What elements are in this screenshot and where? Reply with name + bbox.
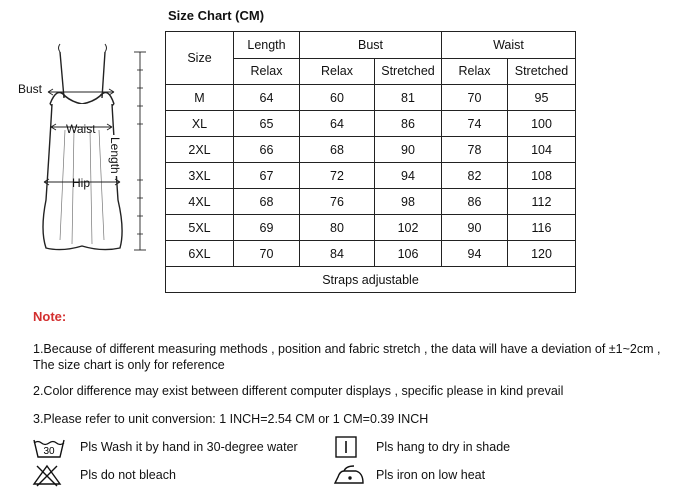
waist-label: Waist (66, 122, 96, 136)
table-footer-row (166, 267, 576, 293)
bust-relax-cell: 76 (300, 189, 375, 215)
waist-stretched-cell: 108 (508, 163, 576, 189)
length-relax-cell: 65 (234, 111, 300, 137)
bust-header: Bust (300, 32, 442, 59)
waist-relax-cell: 74 (442, 111, 508, 137)
bust-relax-cell: 64 (300, 111, 375, 137)
waist-relax-cell: 78 (442, 137, 508, 163)
note-1 (33, 341, 660, 373)
bust-relax-cell: 72 (300, 163, 375, 189)
bust-stretched-cell: 102 (375, 215, 442, 241)
care-iron-text: Pls iron on low heat (376, 468, 486, 482)
table-row (166, 111, 576, 137)
bust-label: Bust (18, 82, 43, 96)
waist-stretched-cell: 112 (508, 189, 576, 215)
size-cell: 2XL (166, 137, 234, 163)
bust-stretched-cell: 106 (375, 241, 442, 267)
size-rows (166, 85, 576, 267)
chemise-illustration (10, 30, 165, 270)
length-relax-cell: 69 (234, 215, 300, 241)
bust-stretched-cell: 90 (375, 137, 442, 163)
table-row (166, 189, 576, 215)
waist-stretched-cell: 95 (508, 85, 576, 111)
bust-stretched-cell: 86 (375, 111, 442, 137)
waist-header: Waist (442, 32, 576, 59)
table-row (166, 85, 576, 111)
table-header-row (166, 32, 576, 59)
waist-stretched-header: Stretched (508, 58, 576, 85)
bust-stretched-cell: 98 (375, 189, 442, 215)
note-1-line-1: 1.Because of different measuring methods , position and fabric stretch , the data will have a deviation of ±1~2cm , (33, 342, 661, 356)
straps-note: Straps adjustable (166, 267, 576, 293)
waist-stretched-cell: 100 (508, 111, 576, 137)
waist-relax-cell: 94 (442, 241, 508, 267)
bust-relax-cell: 84 (300, 241, 375, 267)
waist-relax-cell: 82 (442, 163, 508, 189)
waist-relax-cell: 70 (442, 85, 508, 111)
waist-relax-cell: 90 (442, 215, 508, 241)
drip-dry-icon (334, 435, 358, 459)
bust-relax-cell: 60 (300, 85, 375, 111)
length-relax-cell: 64 (234, 85, 300, 111)
size-cell: XL (166, 111, 234, 137)
bust-relax-cell: 68 (300, 137, 375, 163)
care-bleach-text: Pls do not bleach (80, 468, 176, 482)
table-row (166, 215, 576, 241)
note-title: Note: (33, 309, 67, 324)
size-cell: 6XL (166, 241, 234, 267)
length-relax-cell: 68 (234, 189, 300, 215)
bust-stretched-cell: 81 (375, 85, 442, 111)
bust-relax-cell: 80 (300, 215, 375, 241)
size-cell: M (166, 85, 234, 111)
size-cell: 5XL (166, 215, 234, 241)
care-dry-text: Pls hang to dry in shade (376, 440, 511, 454)
size-cell: 3XL (166, 163, 234, 189)
length-relax-header: Relax (234, 58, 300, 85)
table-row (166, 137, 576, 163)
waist-stretched-cell: 116 (508, 215, 576, 241)
length-relax-cell: 70 (234, 241, 300, 267)
waist-stretched-cell: 120 (508, 241, 576, 267)
hip-label: Hip (72, 176, 91, 190)
length-label: Length (108, 137, 122, 174)
no-bleach-icon (32, 463, 62, 487)
length-relax-cell: 66 (234, 137, 300, 163)
iron-low-heat-icon (332, 463, 366, 487)
size-header: Size (166, 32, 234, 85)
bust-stretched-cell: 94 (375, 163, 442, 189)
waist-stretched-cell: 104 (508, 137, 576, 163)
waist-relax-header: Relax (442, 58, 508, 85)
hand-wash-icon (32, 437, 66, 459)
length-relax-cell: 67 (234, 163, 300, 189)
bust-stretched-header: Stretched (375, 58, 442, 85)
care-wash-text: Pls Wash it by hand in 30-degree water (80, 440, 298, 454)
garment-diagram (10, 30, 165, 270)
wash-temperature: 30 (43, 446, 55, 457)
size-cell: 4XL (166, 189, 234, 215)
size-chart-title: Size Chart (CM) (168, 8, 265, 23)
table-row (166, 241, 576, 267)
waist-relax-cell: 86 (442, 189, 508, 215)
table-row (166, 163, 576, 189)
length-header: Length (234, 32, 300, 59)
note-1-line-2: The size chart is only for reference (33, 358, 225, 372)
bust-relax-header: Relax (300, 58, 375, 85)
size-chart-table (165, 31, 576, 293)
note-2: 2.Color difference may exist between different computer displays , specific please in kind prevail (33, 384, 564, 398)
note-3: 3.Please refer to unit conversion: 1 INCH=2.54 CM or 1 CM=0.39 INCH (33, 412, 429, 426)
